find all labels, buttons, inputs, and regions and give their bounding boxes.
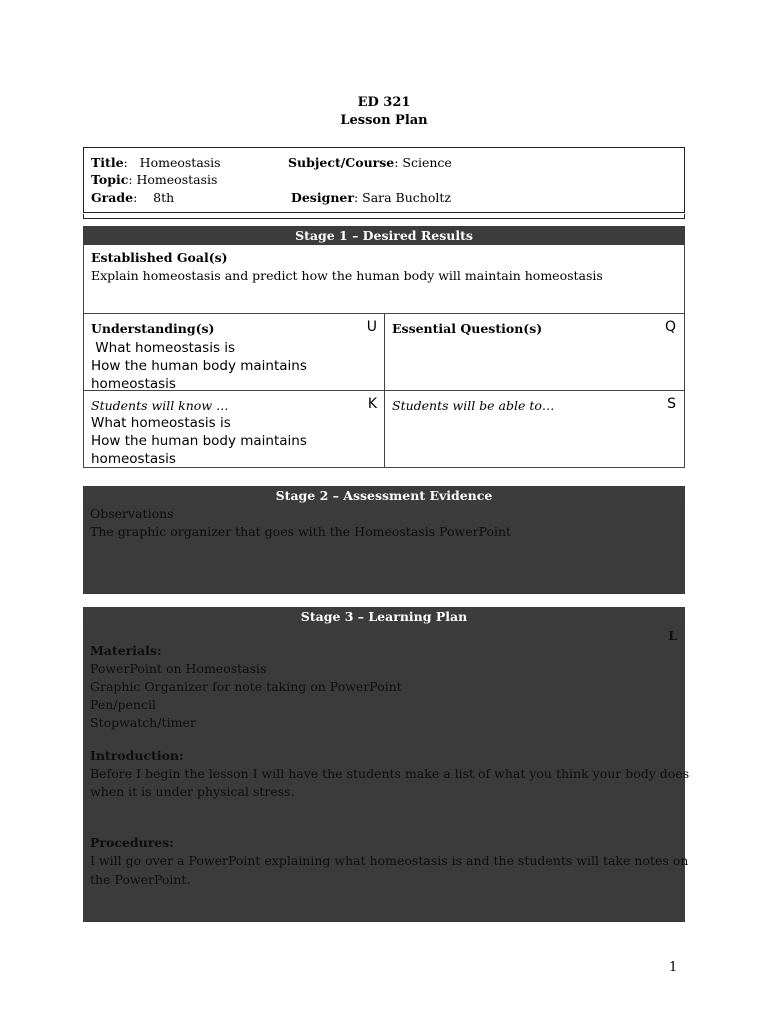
- course-code: ED 321: [357, 95, 411, 110]
- procedures-line: I will go over a PowerPoint explaining what homeostasis is and the students will take notes on: [90, 853, 689, 868]
- materials-label: Materials:: [90, 643, 162, 658]
- goal-label: Established Goal(s): [91, 250, 228, 265]
- subject-value: Science: [402, 155, 452, 170]
- stage2-heading: Stage 2 – Assessment Evidence: [83, 486, 685, 505]
- established-goals: [83, 245, 685, 314]
- title-field: Title: Homeostasis: [91, 155, 221, 170]
- material-item: Pen/pencil: [90, 697, 156, 712]
- understandings-title: Understanding(s): [91, 321, 215, 336]
- understandings-letter: U: [366, 319, 377, 335]
- understandings-cell: [83, 313, 385, 391]
- evidence-line: The graphic organizer that goes with the Homeostasis PowerPoint: [90, 524, 512, 539]
- essential-questions-cell: [384, 313, 685, 391]
- title-value: Homeostasis: [139, 155, 221, 170]
- topic-field: Topic: Homeostasis: [91, 172, 218, 187]
- material-item: Graphic Organizer for note taking on PowerPoint: [90, 679, 402, 694]
- list-item: homeostasis: [91, 451, 176, 467]
- grade-value: 8th: [153, 190, 175, 205]
- students-able-title: Students will be able to…: [392, 398, 555, 413]
- introduction-label: Introduction:: [90, 748, 184, 763]
- designer-value: Sara Bucholtz: [362, 190, 451, 205]
- procedures-line: the PowerPoint.: [90, 872, 191, 887]
- list-item: How the human body maintains: [91, 358, 307, 374]
- assessment-evidence: [83, 505, 685, 594]
- stage3-heading: Stage 3 – Learning Plan: [83, 607, 685, 626]
- evidence-line: Observations: [90, 506, 174, 521]
- procedures-label: Procedures:: [90, 835, 174, 850]
- students-know-letter: K: [367, 396, 377, 412]
- goal-text: Explain homeostasis and predict how the human body will maintain homeostasis: [91, 268, 603, 283]
- grade-field: Grade: 8th: [91, 190, 175, 205]
- introduction-line: Before I begin the lesson I will have the students make a list of what you think your body does: [90, 766, 690, 781]
- stage1-heading: Stage 1 – Desired Results: [83, 226, 685, 245]
- students-able-cell: [384, 390, 685, 468]
- list-item: What homeostasis is: [91, 415, 231, 431]
- topic-value: Homeostasis: [136, 172, 218, 187]
- subject-field: Subject/Course: Science: [288, 155, 452, 170]
- learning-plan-letter: L: [668, 628, 677, 643]
- list-item: How the human body maintains: [91, 433, 307, 449]
- material-item: PowerPoint on Homeostasis: [90, 661, 267, 676]
- list-item: homeostasis: [91, 376, 176, 392]
- material-item: Stopwatch/timer: [90, 715, 196, 730]
- essential-questions-title: Essential Question(s): [392, 321, 543, 336]
- understandings-list: [91, 339, 307, 393]
- essential-questions-letter: Q: [664, 319, 676, 335]
- list-item: What homeostasis is: [91, 340, 236, 356]
- students-know-title: Students will know …: [91, 398, 229, 413]
- learning-plan: [83, 626, 690, 922]
- introduction-line: when it is under physical stress.: [90, 784, 295, 799]
- students-know-cell: [83, 390, 385, 468]
- info-box-divider: [83, 214, 685, 219]
- students-know-list: [91, 414, 307, 468]
- info-box: [83, 147, 685, 213]
- designer-field: Designer: Sara Bucholtz: [291, 190, 451, 205]
- students-able-letter: S: [667, 396, 676, 412]
- document-title: Lesson Plan: [340, 113, 428, 128]
- page-number: 1: [669, 960, 678, 975]
